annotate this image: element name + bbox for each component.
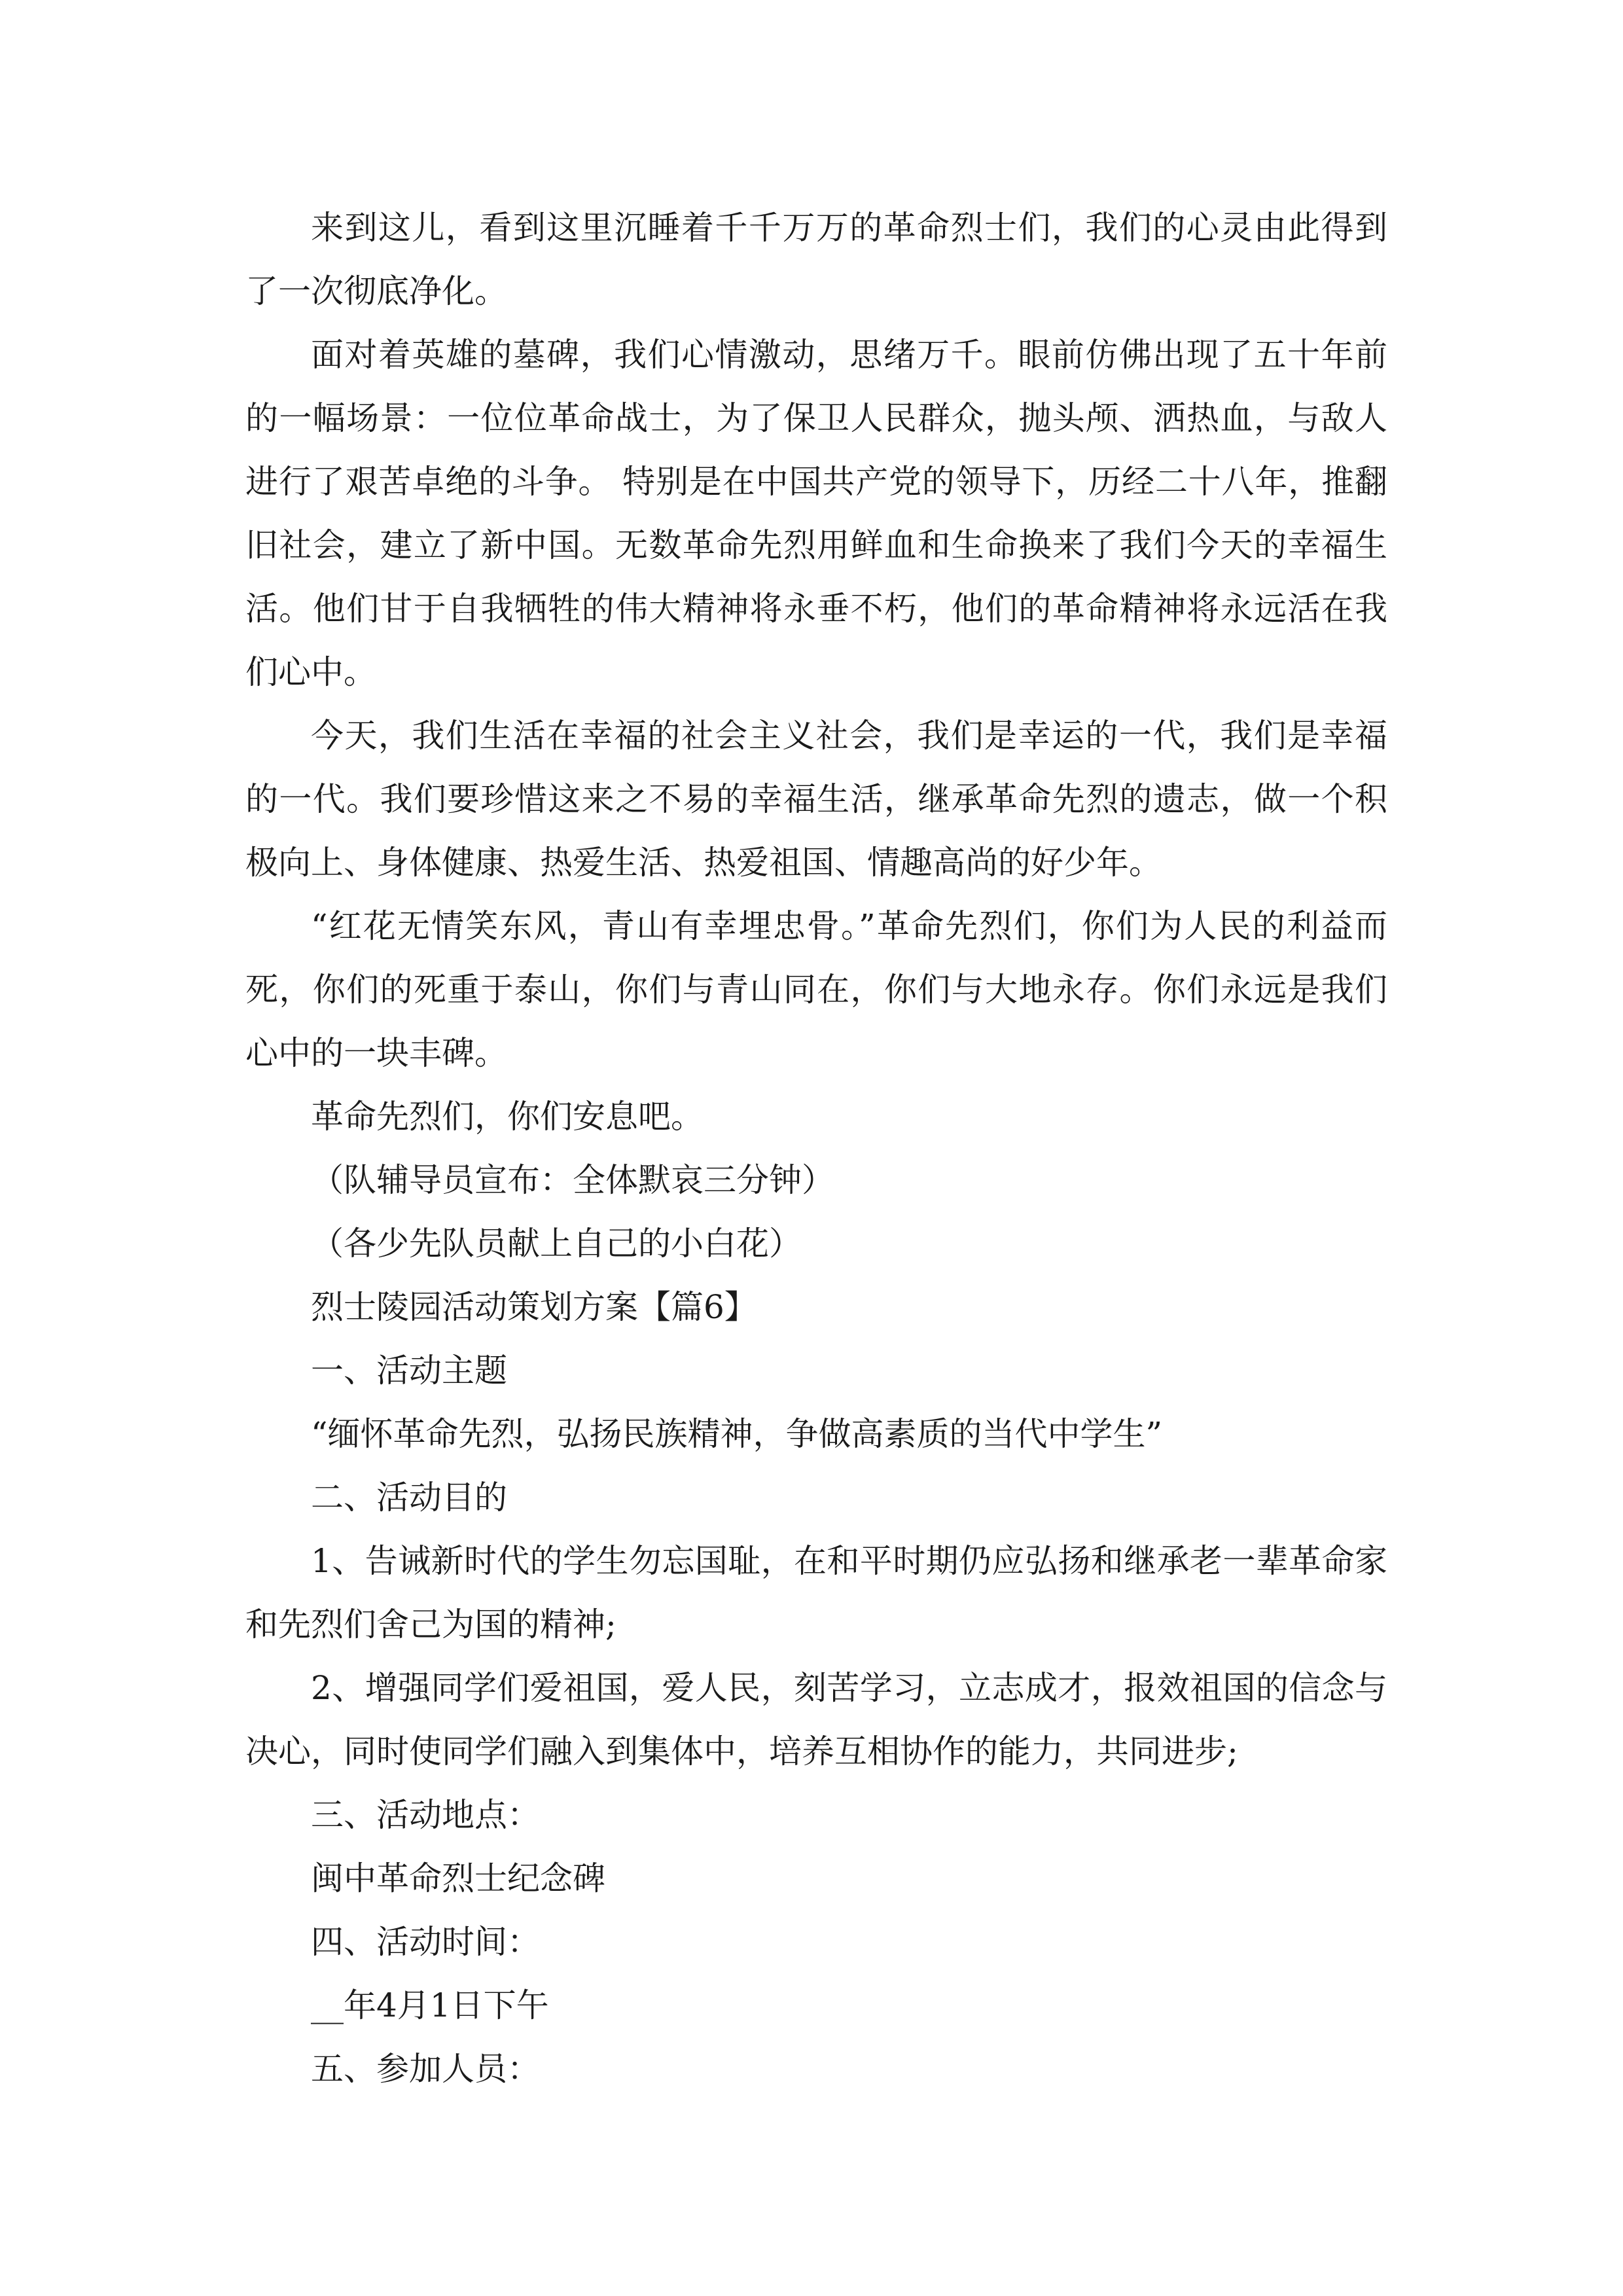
paragraph-arrival: 来到这儿，看到这里沉睡着千千万万的革命烈士们，我们的心灵由此得到了一次彻底净化。 (245, 209, 1387, 310)
theme-text: “缅怀革命先烈，弘扬民族精神，争做高素质的当代中学生” (311, 1415, 1163, 1453)
purpose-item-2: 2、增强同学们爱祖国，爱人民，刻苦学习，立志成才，报效祖国的信念与决心，同时使同学们融入到集体中，培养互相协作的能力，共同进步; (245, 1669, 1387, 1770)
location-text: 闽中革命烈士纪念碑 (311, 1859, 605, 1897)
paragraph-silence: （队辅导员宣布：全体默哀三分钟） (311, 1161, 834, 1199)
heading-theme: 一、活动主题 (311, 1352, 507, 1390)
heading-time: 四、活动时间： (311, 1923, 540, 1961)
paragraph-flowers: （各少先队员献上自己的小白花） (311, 1225, 802, 1263)
section-title: 烈士陵园活动策划方案【篇6】 (311, 1288, 757, 1326)
paragraph-rest: 革命先烈们，你们安息吧。 (311, 1098, 704, 1136)
heading-purpose: 二、活动目的 (311, 1479, 507, 1516)
paragraph-today: 今天，我们生活在幸福的社会主义社会，我们是幸运的一代，我们是幸福的一代。我们要珍惜这来之不易的幸福生活，继承革命先烈的遗志，做一个积极向上、身体健康、热爱生活、热爱祖国、情趣高尚的好少年。 (245, 717, 1387, 882)
heading-location: 三、活动地点： (311, 1796, 540, 1834)
paragraph-tombstone: 面对着英雄的墓碑，我们心情激动，思绪万千。眼前仿佛出现了五十年前的一幅场景：一位位革命战士，为了保卫人民群众，抛头颅、洒热血，与敌人进行了艰苦卓绝的斗争。 特别是在中国共产党的领导下，历经二十八年，推翻旧社会，建立了新中国。无数革命先烈用鲜血和生命换来了我们今天的幸福生活。他们甘于自我牺牲的伟大精神将永垂不朽，他们的革命精神将永远活在我们心中。 (245, 336, 1387, 691)
paragraph-poem: “红花无情笑东风，青山有幸埋忠骨。”革命先烈们，你们为人民的利益而死，你们的死重于泰山，你们与青山同在，你们与大地永存。你们永远是我们心中的一块丰碑。 (245, 907, 1387, 1072)
time-text: __年4月1日下午 (311, 1986, 549, 2024)
purpose-item-1: 1、告诫新时代的学生勿忘国耻，在和平时期仍应弘扬和继承老一辈革命家和先烈们舍己为国的精神; (245, 1542, 1387, 1643)
document-body (245, 196, 1387, 2101)
heading-participants: 五、参加人员： (311, 2050, 540, 2088)
